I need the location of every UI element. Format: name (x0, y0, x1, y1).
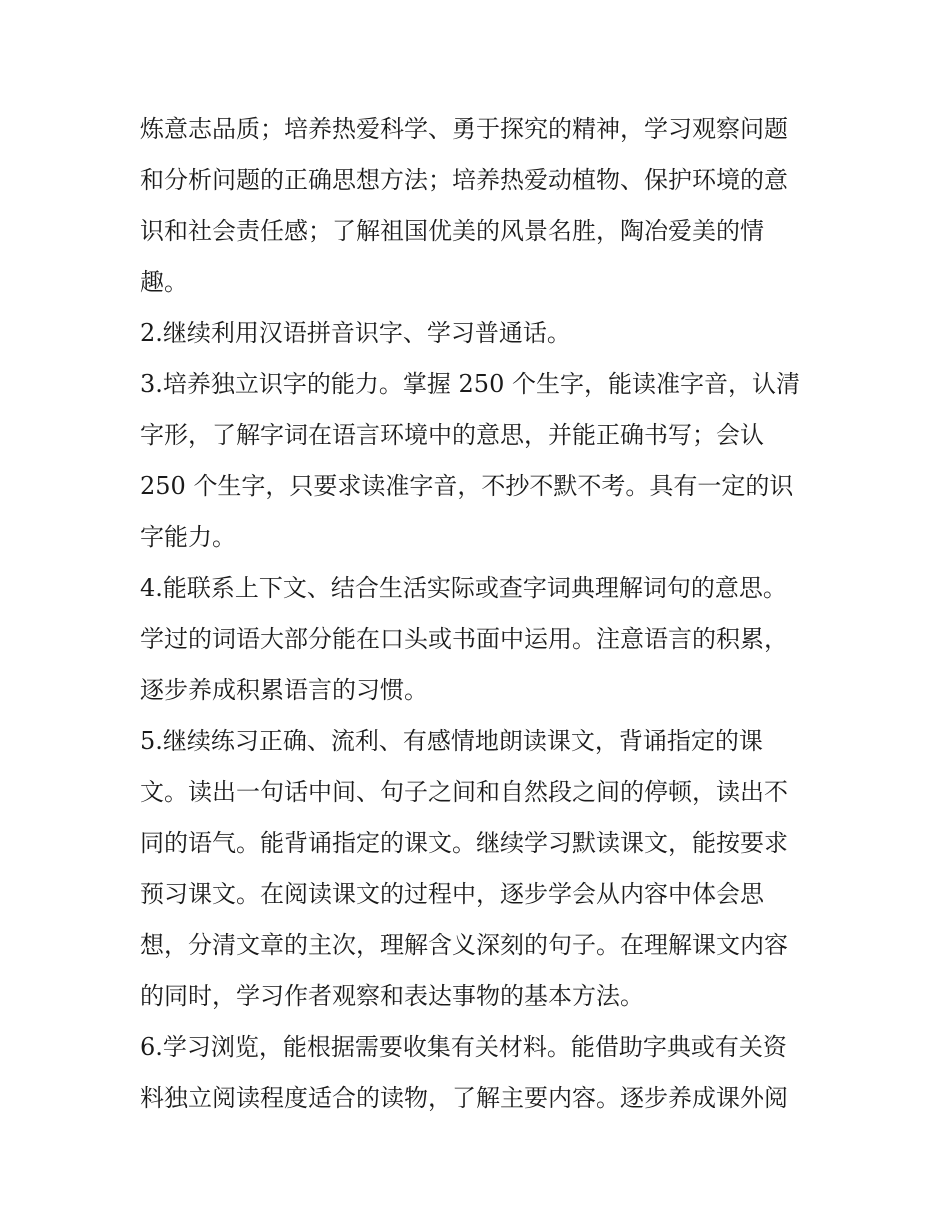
text-line: 趣。 (140, 268, 188, 296)
text-line: 同的语气。能背诵指定的课文。继续学习默读课文，能按要求 (140, 829, 788, 857)
text-line: 文。读出一句话中间、句子之间和自然段之间的停顿，读出不 (140, 778, 788, 806)
text-line: 字形，了解字词在语言环境中的意思，并能正确书写；会认 (140, 421, 764, 449)
text-line: 5.继续练习正确、流利、有感情地朗读课文，背诵指定的课 (140, 727, 763, 755)
text-line: 4.能联系上下文、结合生活实际或查字词典理解词句的意思。 (140, 574, 787, 602)
text-line: 250 个生字，只要求读准字音，不抄不默不考。具有一定的识 (140, 472, 794, 500)
text-line: 料独立阅读程度适合的读物，了解主要内容。逐步养成课外阅 (140, 1084, 788, 1112)
text-line: 学过的词语大部分能在口头或书面中运用。注意语言的积累， (140, 625, 788, 653)
document-body (140, 104, 820, 1124)
text-line: 2.继续利用汉语拼音识字、学习普通话。 (140, 319, 571, 347)
text-line: 6.学习浏览，能根据需要收集有关材料。能借助字典或有关资 (140, 1033, 787, 1061)
text-line: 字能力。 (140, 523, 236, 551)
text-line: 炼意志品质；培养热爱科学、勇于探究的精神，学习观察问题 (140, 115, 788, 143)
text-line: 3.培养独立识字的能力。掌握 250 个生字，能读准字音，认清 (140, 370, 800, 398)
text-line: 逐步养成积累语言的习惯。 (140, 676, 428, 704)
text-line: 和分析问题的正确思想方法；培养热爱动植物、保护环境的意 (140, 166, 788, 194)
text-line: 识和社会责任感；了解祖国优美的风景名胜，陶冶爱美的情 (140, 217, 764, 245)
text-line: 的同时，学习作者观察和表达事物的基本方法。 (140, 982, 644, 1010)
text-line: 想，分清文章的主次，理解含义深刻的句子。在理解课文内容 (140, 931, 788, 959)
text-line: 预习课文。在阅读课文的过程中，逐步学会从内容中体会思 (140, 880, 764, 908)
